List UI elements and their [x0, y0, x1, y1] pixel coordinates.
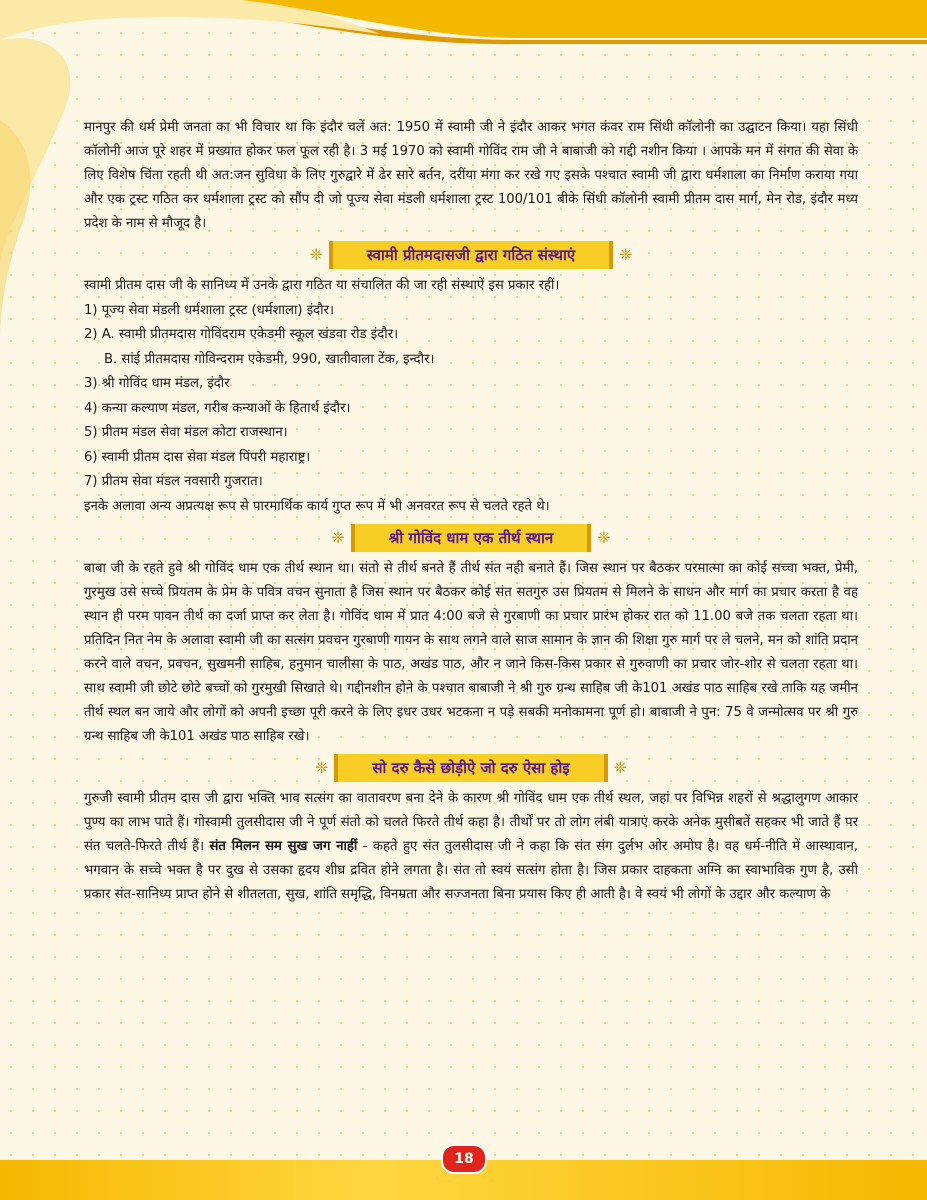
page-number-badge: 18 [441, 1144, 487, 1174]
page-content [84, 116, 858, 907]
paragraph-text: - कहते हुए संत तुलसीदास जी ने कहा कि संत संग दुर्लभ ओर अमोघ है। वह धर्म-नीति में आस्थावान, भगवान के सच्चे भक्त है पर दुख से उसका हृदय शीघ्र द्रवित होने लगता है। संत तो स्वयं सत्संग होता है। जिस प्रकार दाहकता अग्नि का स्वाभाविक गुण है, उसी प्रकार संत-सानिध्य प्राप्त होने से शीतलता, सुख, शांति समृद्धि, विनम्रता और सज्जनता बिना प्रयास किए ही आती है। वे स्वयं भी लोगों के उद्दार और कल्याण के [84, 839, 858, 902]
section-heading-govind-dham [84, 521, 858, 555]
left-decorative-swoosh [0, 0, 90, 360]
paragraph-text: गुरुजी स्वामी प्रीतम दास जी द्वारा भक्ति भाव सत्संग का वातावरण बना देने के कारण श्री गोविंद धाम एक तीर्थ स्थल, जहां पर विभिन्न शहरों से श्रद्धालुगण आकार पुण्य का लाभ पाते हैं। गोस्वामी तुलसीदास जी ने पूर्ण संतो को चलते फिरते तीर्थ कहा है। तीर्थों पर तो लोग लंबी यात्राएं करके अनेक मुसीबतें सहकर भी जाते हैं पर संत चलते-फिरते तीर्थ हैं। [84, 791, 858, 854]
list-item: 3) श्री गोविंद धाम मंडल, इंदौर [84, 376, 230, 391]
institutions-closing: इनके अलावा अन्य अप्रत्यक्ष रूप से पारमार्थिक कार्य गुप्त रूप में भी अनवरत रूप से चलते रहते थे। [84, 498, 550, 514]
heading-text: सो दरु कैसे छोड़ीऐ जो दरु ऐसा होइ [334, 754, 607, 782]
heading-text: स्वामी प्रीतमदासजी द्वारा गठित संस्थाएं [329, 241, 613, 269]
ornament-icon: ❈ [331, 528, 345, 547]
heading-text: श्री गोविंद धाम एक तीर्थ स्थान [351, 524, 591, 552]
list-item: 2) A. स्वामी प्रीतमदास गोविंदराम एकेडमी स्कूल खंडवा रोड इंदौर। [84, 327, 399, 342]
govind-dham-paragraph: बाबा जी के रहते हुवे श्री गोविंद धाम एक तीर्थ स्थान था। संतो से तीर्थ बनते हैं तीर्थ संत नही बनाते हैं। जिस स्थान पर बैठकर परमात्मा का कोई सच्चा भक्त, प्रेमी, गुरमुख उसे सच्चे प्रियतम के प्रेम के पवित्र वचन सुनाता है जिस स्थान पर बैठकर कोई संत सतगुरु उस प्रियतम से मिलने के साधन और मार्ग का प्रचार करता है वह स्थान ही परम पावन तीर्थ का दर्जा प्राप्त कर लेता है। गोविंद धाम में प्रात 4:00 बजे से गुरबाणी का प्रचार प्रारंभ होकर रात को 11.00 बजे तक चलता रहता था। प्रतिदिन नित नेम के अलावा स्वामी जी का सत्संग प्रवचन गुरबाणी गायन के साथ लगने वाले साज सामान के ज्ञान की शिक्षा गुरु मार्ग पर ले चलने, मन को शांति प्रदान करने वाले वचन, प्रवचन, सुखमनी साहिब, हनुमान चालीसा के पाठ, अखंड पाठ, और न जाने किस-किस प्रकार से गुरुवाणी का प्रचार जोर-शोर से चलता रहता था। साथ स्वामी जी छोटे छोटे बच्चों को गुरमुखी सिखाते थे। गद्दीनशीन होने के पश्चात बाबाजी ने श्री गुरु ग्रन्थ साहिब जी के101 अखंड पाठ साहिब रखे ताकि यह जमीन तीर्थ स्थल बन जाये और लोगों को अपनी इच्छा पूरी करने के लिए इधर उधर भटकना न पड़े सबकी मनोकामना पूर्ण हो। बाबाजी ने पुन: 75 वे जन्मोत्सव पर श्री गुरु ग्रन्थ साहिब जी के101 अखंड पाठ साहिब रखे। [84, 561, 858, 744]
bold-quote: संत मिलन सम सुख जग नाहीं [209, 839, 358, 854]
ornament-icon: ❈ [309, 245, 323, 264]
section-heading-so-daru [84, 751, 858, 785]
list-item: 4) कन्या कल्याण मंडल, गरीब कन्याओं के हितार्थ इंदौर। [84, 400, 351, 416]
ornament-icon: ❈ [619, 245, 633, 264]
ornament-icon: ❈ [613, 758, 628, 777]
so-daru-paragraph [84, 787, 858, 907]
list-item: 1) पूज्य सेवा मंडली धर्मशाला ट्रस्ट (धर्मशाला) इंदौर। [84, 302, 334, 318]
intro-paragraph: मानपुर की धर्म प्रेमी जनता का भी विचार था कि इंदौर चलें अत: 1950 में स्वामी जी ने इंदौर आकर भगत कंवर राम सिंधी कॉलोनी का उद्घाटन किया। यहा सिंधी कॉलोनी आज पूरे शहर में प्रख्यात होकर फल फूल रही है। 3 मई 1970 को स्वामी गोविंद राम जी ने बाबाजी को गद्दी नशीन किया । आपके मन में संगत की सेवा के लिए विशेष चिंता रहती थी अत:जन सुविधा के लिए गुरुद्वारे में ढेर सारे बर्तन, दरींया मंगा कर रखे गए इसके पश्चात स्वामी जी द्वारा धर्मशाला का निर्माण कराया गया और एक ट्रस्ट गठित कर धर्मशाला ट्रस्ट को सौंप दी जो पूज्य सेवा मंडली धर्मशाला ट्रस्ट 100/101 बीके सिंधी कॉलोनी स्वामी प्रीतम दास मार्ग, मेन रोड, इंदौर मध्य प्रदेश के नाम से मौजूद है। [84, 120, 858, 231]
top-decorative-band [0, 0, 927, 60]
list-item: 6) स्वामी प्रीतम दास सेवा मंडल पिंपरी महाराष्ट्र। [84, 449, 311, 465]
list-item: 7) प्रीतम सेवा मंडल नवसारी गुजरात। [84, 474, 263, 489]
list-item: B. सांई प्रीतमदास गोविन्दराम एकेडमी, 990, खातीवाला टेंक, इन्दौर। [104, 351, 435, 367]
ornament-icon: ❈ [314, 758, 329, 777]
section-heading-institutions [84, 238, 858, 272]
institutions-lead: स्वामी प्रीतम दास जी के सानिध्य में उनके द्वारा गठित या संचालित की जा रही संस्थाऐं इस प्रकार रहीं। [84, 278, 560, 293]
list-item: 5) प्रीतम मंडल सेवा मंडल कोटा राजस्थान। [84, 425, 288, 440]
ornament-icon: ❈ [597, 528, 611, 547]
